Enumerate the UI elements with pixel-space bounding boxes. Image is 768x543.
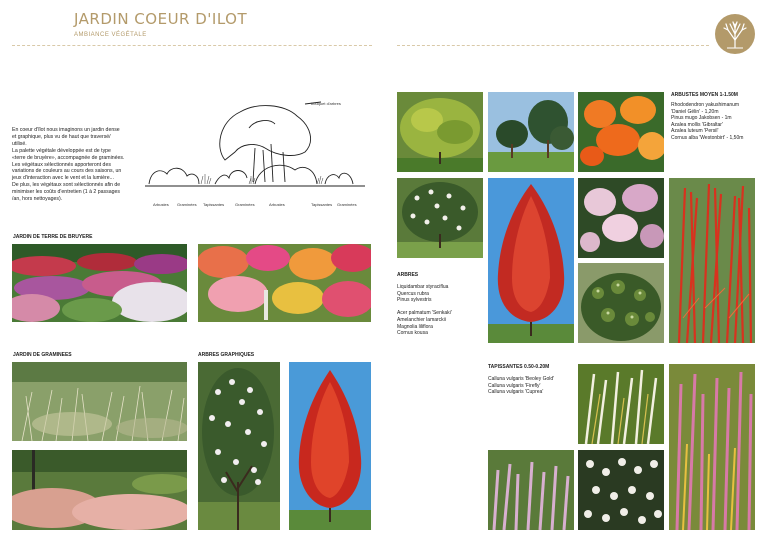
intro-line: /an, hors nettoyages). — [12, 196, 63, 203]
sketch-callout: bouquet d'arbres — [311, 101, 341, 106]
photo-pine-trees — [488, 92, 574, 172]
arbres-block — [397, 272, 483, 337]
arbres-item: Pinus sylvestris — [397, 297, 432, 304]
photo-heather-garden — [12, 244, 187, 322]
tapissantes-title: TAPISSANTES 0.50-0.20M — [488, 364, 550, 370]
photo-amelanchier-tree — [397, 178, 483, 258]
arbustes-item: Cornus alba 'Westonbirt' - 1,50m — [671, 134, 744, 141]
intro-line: «terre de bruyère», accompagnée de graminées. — [12, 154, 125, 161]
intro-line: La palette végétale développée est de type — [12, 147, 111, 154]
photo-dogwood-tree — [198, 362, 280, 530]
photo-liquidambar-tree — [488, 178, 574, 343]
arbres-item: Magnolia liliflora — [397, 323, 433, 330]
intro-line: minimiser les coûts d'entretien (1 à 2 passages — [12, 189, 120, 196]
arbres-item: Quercus rubra — [397, 290, 429, 297]
section-sketch-drawing — [145, 98, 365, 194]
arbustes-item: 'Daniel Gélin' - 1,20m — [671, 108, 719, 115]
intro-line: variations de couleurs au cours des saisons, un — [12, 168, 122, 175]
photo-acer-palmatum — [397, 92, 483, 172]
intro-line: et graphique, plus vu de haut que traversé/ — [12, 133, 111, 140]
photo-cornus-alba-red — [669, 178, 755, 343]
label-terre-de-bruyere: JARDIN DE TERRE DE BRUYERE — [13, 234, 93, 240]
photo-pinus-mugo — [578, 263, 664, 343]
arbres-item: Liquidambar styraciflua — [397, 284, 449, 290]
intro-line: utilisé. — [12, 140, 27, 147]
intro-line: De plus, les végétaux sont sélectionnés afin de — [12, 182, 121, 189]
sketch-label: Arbustes — [269, 202, 285, 207]
sketch-label: Tapissantes — [203, 202, 225, 207]
tapissantes-item: Calluna vulgaris 'Firefly' — [488, 382, 541, 389]
photo-calluna-white — [578, 364, 664, 444]
arbustes-item: Azalea luteum 'Persil' — [671, 128, 719, 135]
photo-red-oak-tree — [289, 362, 371, 530]
sketch-label: Graminées — [235, 202, 255, 207]
tapissantes-item: Calluna vulgaris 'Cuprea' — [488, 389, 544, 396]
intro-line: En coeur d'îlot nous imaginons un jardin dense — [12, 127, 120, 133]
tapissantes-item: Calluna vulgaris 'Beoley Gold' — [488, 376, 555, 382]
page-title: JARDIN COEUR D'ILOT — [74, 10, 248, 28]
page-subtitle: AMBIANCE VÉGÉTALE — [74, 32, 147, 38]
arbustes-item: Rhododendron yakushimanum — [671, 102, 740, 108]
intro-paragraph — [12, 127, 138, 203]
sketch-label: Graminées — [337, 202, 357, 207]
label-graminees: JARDIN DE GRAMINEES — [13, 352, 72, 358]
sketch-label: Graminées — [177, 202, 197, 207]
arbres-item: Cornus kousa — [397, 330, 428, 337]
section-sketch — [145, 98, 365, 214]
photo-calluna-lilac — [488, 450, 574, 530]
intro-line: jeux d'interaction avec le vent et la lumière... — [12, 175, 114, 182]
arbres-title: ARBRES — [397, 272, 419, 278]
arbustes-block — [671, 92, 763, 142]
arbres-item — [397, 304, 483, 311]
right-divider — [397, 45, 709, 46]
arbustes-item: Pinus mugo Jakobsen - 1m — [671, 115, 732, 122]
photo-azalea-garden — [198, 244, 371, 322]
photo-rhododendron-pink — [578, 178, 664, 258]
intro-line: Les végétaux sélectionnés apporteront des — [12, 161, 111, 168]
photo-orange-azalea — [578, 92, 664, 172]
sketch-label: Tapissantes — [311, 202, 333, 207]
sketch-label: Arbustes — [153, 202, 169, 207]
arbres-item: Acer palmatum 'Senkaki' — [397, 310, 452, 317]
label-arbres-graphiques: ARBRES GRAPHIQUES — [198, 352, 255, 358]
tapissantes-block — [488, 364, 574, 396]
photo-grasses-pink — [12, 450, 187, 530]
arbustes-item: Azalea mollis 'Gibraltar' — [671, 121, 723, 128]
photo-grasses — [12, 362, 187, 441]
photo-calluna-pink-tall — [669, 364, 755, 530]
arbustes-title: ARBUSTES MOYEN 1-1.50M — [671, 92, 738, 98]
tree-logo-icon — [715, 14, 755, 54]
arbres-item: Amelanchier lamarckii — [397, 316, 446, 323]
left-divider — [12, 45, 372, 46]
photo-erica-white — [578, 450, 664, 530]
